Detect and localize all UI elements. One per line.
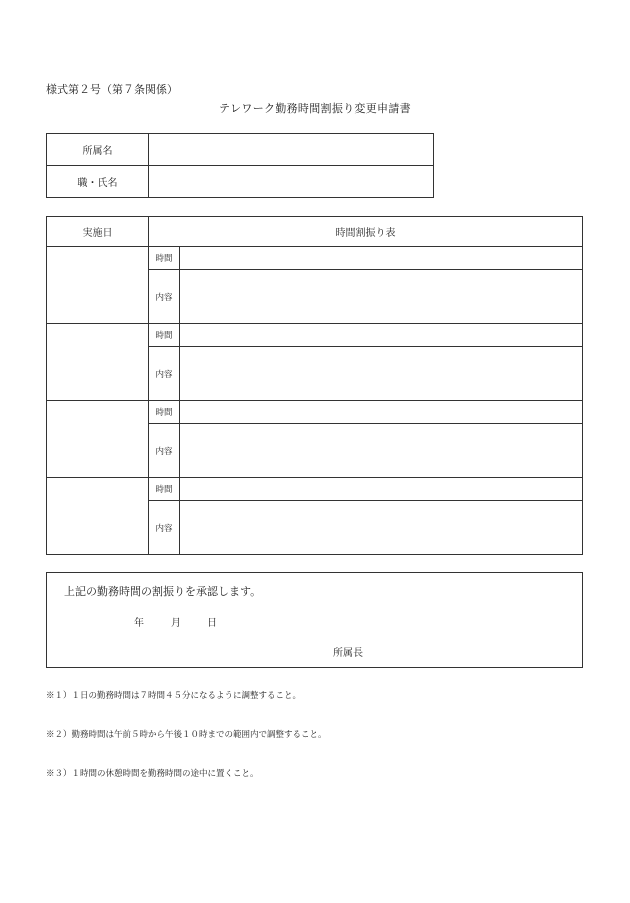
date-field[interactable] — [47, 478, 149, 555]
content-field[interactable] — [180, 424, 583, 478]
content-label: 内容 — [149, 270, 180, 324]
time-field[interactable] — [180, 247, 583, 270]
date-field[interactable] — [47, 247, 149, 324]
content-field[interactable] — [180, 270, 583, 324]
affiliation-table — [46, 133, 434, 198]
approval-statement: 上記の勤務時間の割振りを承認します。 — [64, 585, 262, 598]
department-field[interactable] — [149, 134, 434, 166]
document-title: テレワーク勤務時間割振り変更申請書 — [219, 102, 411, 115]
time-label: 時間 — [149, 478, 180, 501]
time-field[interactable] — [180, 324, 583, 347]
department-head-label: 所属長 — [333, 648, 363, 659]
content-label: 内容 — [149, 424, 180, 478]
schedule-table-header: 時間割振り表 — [149, 217, 583, 247]
time-label: 時間 — [149, 324, 180, 347]
position-name-field[interactable] — [149, 166, 434, 198]
content-label: 内容 — [149, 347, 180, 401]
month-label: 月 — [171, 618, 181, 629]
year-label: 年 — [134, 618, 144, 629]
approval-box — [46, 572, 583, 668]
content-field[interactable] — [180, 501, 583, 555]
content-field[interactable] — [180, 347, 583, 401]
department-label: 所属名 — [47, 134, 149, 166]
department-row — [47, 134, 434, 166]
schedule-time-row — [47, 247, 583, 270]
time-field[interactable] — [180, 478, 583, 501]
schedule-table — [46, 216, 583, 555]
time-field[interactable] — [180, 401, 583, 424]
note-1: ※１）１日の勤務時間は７時間４５分になるように調整すること。 — [46, 691, 302, 701]
date-field[interactable] — [47, 324, 149, 401]
schedule-time-row — [47, 478, 583, 501]
schedule-time-row — [47, 401, 583, 424]
implementation-date-header: 実施日 — [47, 217, 149, 247]
date-field[interactable] — [47, 401, 149, 478]
content-label: 内容 — [149, 501, 180, 555]
note-2: ※２）勤務時間は午前５時から午後１０時までの範囲内で調整すること。 — [46, 730, 327, 740]
schedule-header-row — [47, 217, 583, 247]
day-label: 日 — [207, 618, 217, 629]
name-row — [47, 166, 434, 198]
note-3: ※３）１時間の休憩時間を勤務時間の途中に置くこと。 — [46, 769, 259, 779]
form-number-label: 様式第２号（第７条関係） — [46, 83, 178, 96]
time-label: 時間 — [149, 247, 180, 270]
position-name-label: 職・氏名 — [47, 166, 149, 198]
schedule-time-row — [47, 324, 583, 347]
time-label: 時間 — [149, 401, 180, 424]
